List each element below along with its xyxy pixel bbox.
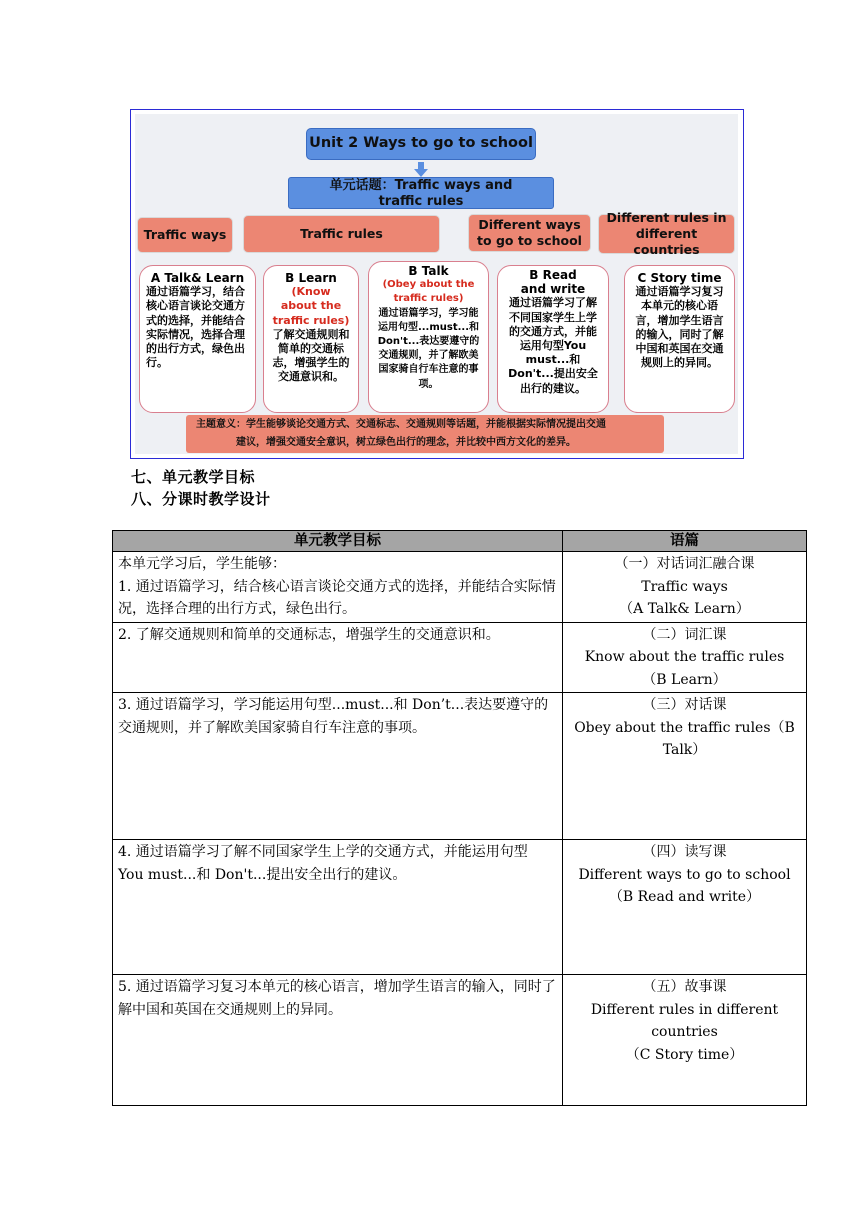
bubble-text: 了解交通规则和简单的交通标志，增强学生的交通意识和。 [272,327,350,384]
bubble-text: 通过语篇学习了解不同国家学生上学的交通方式，并能运用句型You must...和Don't...提出安全出行的建议。 [508,296,598,395]
goal-cell [113,552,563,623]
bubble-text: 通过语篇学习，学习能运用句型...must...和Don't...表达要遵守的交通规则，并了解欧美国家骑自行车注意的事项。 [377,307,480,390]
section-heading-8: 八、分课时教学设计 [131,490,271,508]
bubble-title: B Talk [408,264,449,278]
lesson-section: （A Talk& Learn） [619,601,750,617]
table-row [113,552,807,623]
category-label: Different rules in different countries [606,210,727,257]
diagram-background [135,114,738,454]
bubble-note: (Obey about the traffic rules) [382,279,475,305]
goal-text: 2. 了解交通规则和简单的交通标志，增强学生的交通意识和。 [118,626,500,643]
goal-cell [113,622,563,693]
goal-cell [113,975,563,1106]
bubble-title: C Story time [637,271,722,285]
lesson-cell [563,975,807,1106]
theme-title-line2: traffic rules [378,194,464,209]
goal-text: 4. 通过语篇学习了解不同国家学生上学的交通方式，并能运用句型 You must...和 Don't...提出安全出行的建议。 [118,844,528,883]
category-traffic-ways [137,217,233,253]
lesson-text: Different ways to go to school [578,866,791,883]
category-label: Traffic rules [300,226,383,241]
bubble-a-talk-learn [139,265,256,413]
unit-title: Unit 2 Ways to go to school [309,135,533,151]
lesson-text: Traffic ways [641,578,728,595]
table-row [113,693,807,840]
goal-text: 5. 通过语篇学习复习本单元的核心语言，增加学生语言的输入，同时了解中国和英国在交通规则上的异同。 [118,979,556,1018]
lesson-text: Obey about the traffic rules（B Talk） [574,719,795,758]
lesson-type: （三）对话课 [642,697,727,713]
bubble-b-read-write [497,265,609,413]
goal-cell [113,693,563,840]
lesson-cell [563,693,807,840]
lesson-type: （一）对话词汇融合课 [614,556,755,572]
table-row [113,622,807,693]
lesson-section: （B Read and write） [608,889,761,905]
bubble-b-learn [263,265,359,413]
bubble-title: B Read and write [520,268,586,297]
lesson-section: （C Story time） [625,1046,744,1063]
header-goals: 单元教学目标 [113,531,563,552]
unit-diagram [130,109,744,459]
table-header-row [113,531,807,552]
lesson-type: （二）词汇课 [642,626,727,643]
category-traffic-rules [243,215,440,253]
category-different-rules [598,210,735,257]
goal-cell [113,840,563,975]
lesson-plan-table [112,530,807,1106]
header-text: 语篇 [563,531,807,552]
theme-title-line1: 单元话题：Traffic ways and [329,178,513,193]
theme-meaning-line1: 主题意义：学生能够谈论交通方式、交通标志、交通规则等话题，并能根据实际情况提出交通 [196,419,606,430]
goal-intro: 本单元学习后，学生能够： [118,556,286,572]
theme-meaning-box [186,415,664,453]
goal-text: 1. 通过语篇学习，结合核心语言谈论交通方式的选择，并能结合实际情况，选择合理的出行方式，绿色出行。 [118,578,556,617]
theme-meaning-line2: 建议，增强交通安全意识，树立绿色出行的理念，并比较中西方文化的差异。 [236,437,576,448]
lesson-cell [563,840,807,975]
table-row [113,975,807,1106]
section-heading-7: 七、单元教学目标 [131,468,256,486]
lesson-text: Different rules in different countries [590,1001,779,1040]
lesson-text: Know about the traffic rules [584,649,785,665]
table-row [113,840,807,975]
unit-title-box [306,128,536,160]
lesson-cell [563,622,807,693]
theme-title-box [288,177,554,209]
bubble-note: (Know about the traffic rules) [272,285,350,327]
category-label: Traffic ways [143,227,227,242]
goal-text: 3. 通过语篇学习，学习能运用句型...must...和 Don’t...表达要遵守的交通规则，并了解欧美国家骑自行车注意的事项。 [118,697,549,736]
lesson-section: （B Learn） [642,671,727,688]
arrow-down-icon [414,162,428,178]
lesson-cell [563,552,807,623]
lesson-type: （四）读写课 [642,844,727,860]
bubble-text: 通过语篇学习复习本单元的核心语言，增加学生语言的输入，同时了解中国和英国在交通规则上的异同。 [635,285,724,370]
category-different-ways [468,214,591,252]
bubble-title: B Learn [285,271,337,285]
bubble-title: A Talk& Learn [150,271,245,285]
category-label: Different ways to go to school [477,217,582,248]
bubble-text: 通过语篇学习，结合核心语言谈论交通方式的选择，并能结合实际情况，选择合理的出行方式，绿色出行。 [146,285,245,370]
bubble-c-story-time [624,265,735,413]
lesson-type: （五）故事课 [642,979,727,995]
bubble-b-talk [368,261,489,413]
